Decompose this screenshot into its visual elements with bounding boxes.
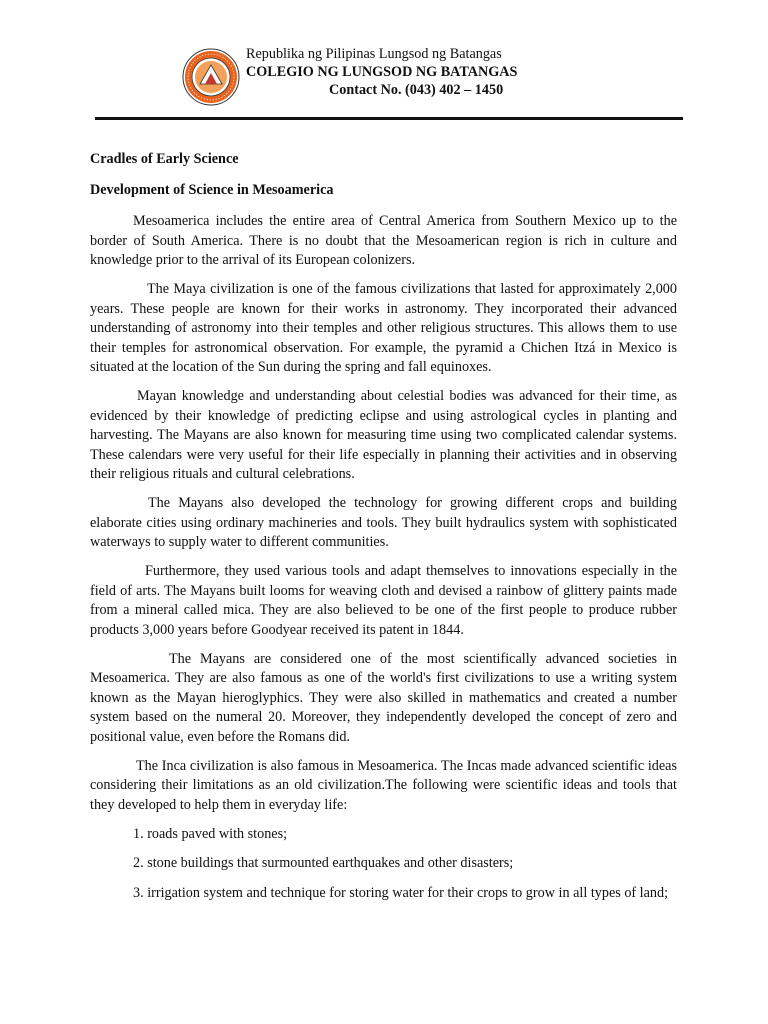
paragraph: The Mayans are considered one of the most scientifically advanced societies in Mesoamerica. They are also famous as one of the world's first civilizations to use a writing system known as the Mayan hieroglyphics. They were also skilled in mathematics and created a number system based on the numeral 20. Moreover, they independently developed the concept of zero and positional value, even before the Romans did. xyxy=(90,650,677,745)
paragraph: The Inca civilization is also famous in Mesoamerica. The Incas made advanced scientific ideas considering their limitations as an old civilization.The following were scientific ideas and tools that they developed to help them in everyday life: xyxy=(90,757,677,813)
college-seal-icon xyxy=(182,48,240,106)
letterhead-contact-number: Contact No. (043) 402 – 1450 xyxy=(329,82,504,98)
paragraph: Mayan knowledge and understanding about celestial bodies was advanced for their time, as evidenced by their knowledge of predicting eclipse and using astrological cycles in planting and harvesting. The Mayans are also known for measuring time using two complicated calendar systems. These calendars were very useful for their life especially in planning their activities and in observing their religious rituals and cultural celebrations. xyxy=(90,388,677,482)
list-item: 2. stone buildings that surmounted earthquakes and other disasters; xyxy=(133,855,514,871)
letterhead-college-name: COLEGIO NG LUNGSOD NG BATANGAS xyxy=(246,64,518,80)
section-heading: Development of Science in Mesoamerica xyxy=(90,182,334,198)
paragraph: Furthermore, they used various tools and adapt themselves to innovations especially in the field of arts. The Mayans built looms for weaving cloth and devised a rainbow of glittery paints made from a mineral called mica. They are also believed to be one of the first people to produce rubber products 3,000 years before Goodyear received its patent in 1844. xyxy=(90,563,677,638)
header-divider xyxy=(95,117,683,120)
paragraph: Mesoamerica includes the entire area of Central America from Southern Mexico up to the border of South America. There is no doubt that the Mesoamerican region is rich in culture and knowledge prior to the arrival of its European colonizers. xyxy=(90,213,677,268)
paragraph: The Mayans also developed the technology for growing different crops and building elaborate cities using ordinary machineries and tools. They built hydraulics system with sophisticated waterways to supply water to different communities. xyxy=(90,495,677,550)
document-title: Cradles of Early Science xyxy=(90,151,239,167)
letterhead xyxy=(246,45,517,99)
letterhead-republic-line: Republika ng Pilipinas Lungsod ng Batangas xyxy=(246,46,502,62)
list-item: 3. irrigation system and technique for storing water for their crops to grow in all types of land; xyxy=(133,884,669,901)
paragraph: The Maya civilization is one of the famous civilizations that lasted for approximately 2,000 years. These people are known for their works in astronomy. They incorporated their advanced understanding of astronomy into their temples and other religious structures. This allows them to use their temples for astronomical observation. For example, the pyramid a Chichen Itzá in Mexico is situated at the location of the Sun during the spring and fall equinoxes. xyxy=(90,281,677,375)
list-item: 1. roads paved with stones; xyxy=(133,825,288,842)
document-body xyxy=(90,150,677,913)
